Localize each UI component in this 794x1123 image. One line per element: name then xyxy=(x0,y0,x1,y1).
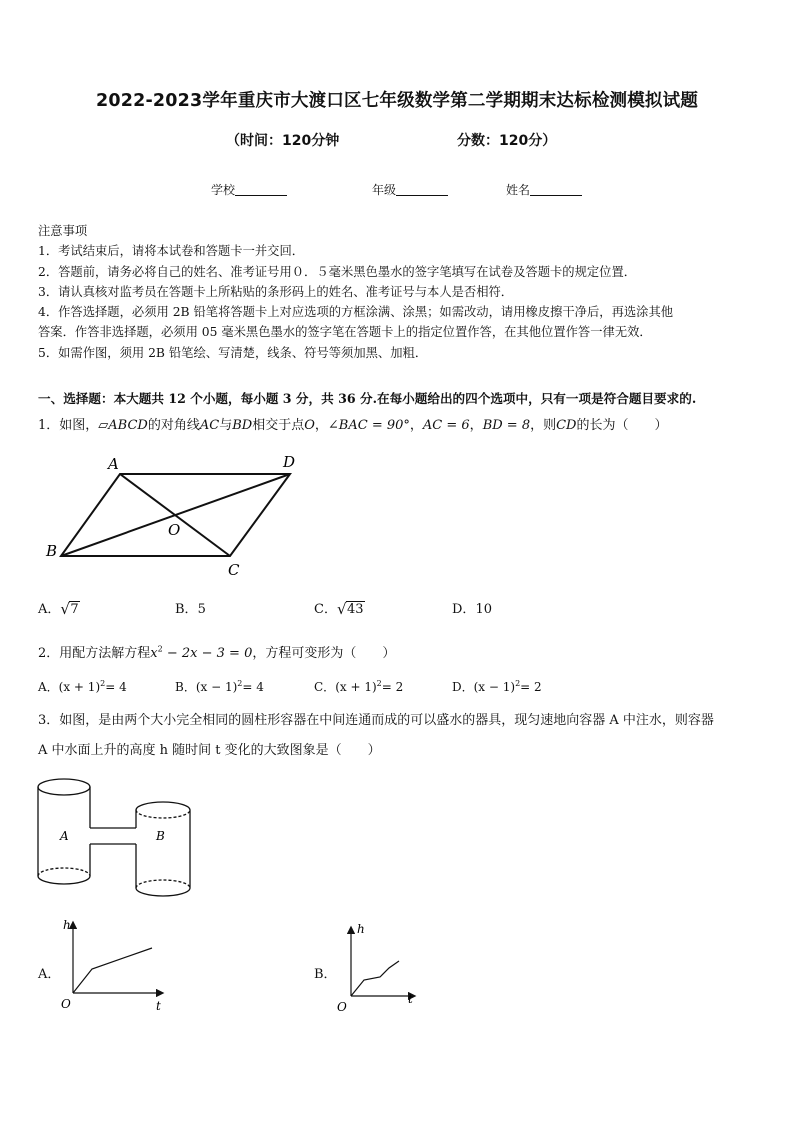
t-axis-label: t xyxy=(408,992,413,1006)
q1-math: AC xyxy=(199,418,220,433)
option-exponent: 2 xyxy=(237,679,243,688)
sqrt-expression xyxy=(60,602,79,617)
option-value: = 2 xyxy=(520,680,542,694)
q1-math: ABCD xyxy=(108,418,148,433)
exam-time: （时间：120分钟 xyxy=(226,133,340,149)
option-key: D． xyxy=(452,602,476,617)
origin-label: O xyxy=(61,997,71,1011)
q1-math: ∠BAC = 90° xyxy=(327,418,410,433)
question-2-stem xyxy=(38,642,395,661)
q1-math: BD xyxy=(232,418,253,433)
note-item: 4．作答选择题，必须用 2B 铅笔将答题卡上对应选项的方框涂满、涂黑；如需改动，请用橡皮擦干净后，再选涂其他 xyxy=(38,305,674,320)
container-label-b: B xyxy=(156,829,165,843)
q1-text: ， xyxy=(469,418,483,433)
option-value: (x − 1) xyxy=(195,680,238,694)
vertex-label-a: A xyxy=(108,455,119,473)
parallelogram-symbol: ▱ xyxy=(98,418,109,433)
q1-text: 与 xyxy=(219,418,233,433)
grade-blank[interactable] xyxy=(396,183,448,196)
q2-math: − 2x − 3 = 0 xyxy=(162,646,253,661)
option-value: = 4 xyxy=(105,680,127,694)
grade-field[interactable] xyxy=(372,181,448,198)
q2-option-d[interactable] xyxy=(452,678,542,695)
h-t-curve xyxy=(73,948,152,993)
q1-option-b[interactable] xyxy=(175,598,206,617)
q3-option-b-graph[interactable] xyxy=(334,922,424,1018)
option-value: (x + 1) xyxy=(58,680,101,694)
question-1-stem xyxy=(38,414,668,433)
grade-label: 年级 xyxy=(372,183,397,197)
page-title: 2022-2023学年重庆市大渡口区七年级数学第二学期期末达标检测模拟试题 xyxy=(95,91,699,111)
cylinder-b-bottom xyxy=(136,888,190,896)
q1-text: 的对角线 xyxy=(147,418,200,433)
q1-text: ， xyxy=(314,418,328,433)
q2-math: x xyxy=(150,646,158,661)
q1-option-d[interactable] xyxy=(452,598,492,617)
connected-containers-figure xyxy=(30,770,200,900)
school-field[interactable] xyxy=(211,181,287,198)
option-value: (x − 1) xyxy=(473,680,516,694)
sqrt-icon: √ xyxy=(60,600,70,618)
q1-text: 1．如图， xyxy=(38,418,99,433)
note-item: 3．请认真核对监考员在答题卡上所粘贴的条形码上的姓名、准考证号与本人是否相符． xyxy=(38,284,514,299)
origin-label: O xyxy=(337,1000,347,1014)
option-key: B． xyxy=(175,680,196,694)
parallelogram-figure xyxy=(40,450,310,580)
h-axis-label: h xyxy=(357,922,365,936)
option-value: 43 xyxy=(346,602,364,617)
option-exponent: 2 xyxy=(376,679,382,688)
q1-math: O xyxy=(304,418,315,433)
sqrt-expression xyxy=(337,602,365,617)
exam-score: 分数：120分） xyxy=(457,133,557,149)
q2-option-a[interactable] xyxy=(38,678,127,695)
option-value: 10 xyxy=(475,602,492,617)
school-label: 学校 xyxy=(211,183,236,197)
option-key: B． xyxy=(175,602,198,617)
h-axis-label: h xyxy=(63,918,71,932)
center-label-o: O xyxy=(168,521,181,539)
option-key: A． xyxy=(38,680,59,694)
vertex-label-c: C xyxy=(228,561,240,579)
q3-option-b-key[interactable]: B． xyxy=(314,967,337,982)
q2-option-b[interactable] xyxy=(175,678,264,695)
option-value: 7 xyxy=(70,602,79,617)
q1-math: AC = 6 xyxy=(422,418,470,433)
option-value: (x + 1) xyxy=(335,680,377,694)
container-label-a: A xyxy=(60,829,69,843)
q1-text: ， xyxy=(409,418,423,433)
t-axis-label: t xyxy=(156,999,161,1013)
school-blank[interactable] xyxy=(235,183,287,196)
q3-option-a-key[interactable]: A． xyxy=(38,967,61,982)
q1-text: 相交于点 xyxy=(252,418,305,433)
question-3-stem-line1: 3．如图，是由两个大小完全相同的圆柱形容器在中间连通而成的可以盛水的器具，现匀速地向容器 A 中注水，则容器 xyxy=(38,713,714,728)
option-exponent: 2 xyxy=(515,679,521,688)
q1-math: CD xyxy=(556,418,577,433)
cylinder-b-top-hidden xyxy=(136,810,190,818)
q1-text: 的长为（ ） xyxy=(576,418,668,433)
note-item: 2．答题前，请务必将自己的姓名、准考证号用０．５毫米黑色墨水的签字笔填写在试卷及答题卡的规定位置． xyxy=(38,264,637,279)
option-value: = 2 xyxy=(381,680,404,694)
name-label: 姓名 xyxy=(506,183,531,197)
cylinder-a-top xyxy=(38,779,90,795)
note-item: 答案．作答非选择题，必须用 05 毫米黑色墨水的签字笔在答题卡上的指定位置作答，在其他位置作答一律无效． xyxy=(38,325,652,340)
question-3-stem-line2: A 中水面上升的高度 h 随时间 t 变化的大致图象是（ ） xyxy=(38,743,381,758)
diagonal-bd xyxy=(61,474,290,556)
h-t-curve xyxy=(351,961,399,996)
cylinder-a-bottom xyxy=(38,876,90,884)
cylinder-b-bottom-hidden xyxy=(136,880,190,888)
name-field[interactable] xyxy=(506,181,582,198)
option-key: A． xyxy=(38,602,61,617)
note-item: 1．考试结束后，请将本试卷和答题卡一并交回． xyxy=(38,244,305,259)
section-title: 一、选择题：本大题共 12 个小题，每小题 3 分，共 36 分.在每小题给出的四个选项中，只有一项是符合题目要求的. xyxy=(38,391,697,406)
option-value: = 4 xyxy=(242,680,264,694)
vertex-label-b: B xyxy=(46,542,58,560)
option-key: C． xyxy=(314,680,336,694)
vertex-label-d: D xyxy=(283,453,296,471)
notes-heading: 注意事项 xyxy=(38,224,88,238)
q1-option-a[interactable] xyxy=(38,598,80,617)
sqrt-icon: √ xyxy=(336,600,347,618)
option-exponent: 2 xyxy=(100,679,106,688)
cylinder-b-top xyxy=(136,802,190,810)
option-value: 5 xyxy=(197,602,206,617)
cylinder-a-bottom-hidden xyxy=(38,868,90,876)
notes-block xyxy=(38,221,760,363)
q2-text: ，方程可变形为（ ） xyxy=(252,646,396,661)
q3-option-a-graph[interactable] xyxy=(58,913,173,1018)
q1-text: ，则 xyxy=(530,418,557,433)
q2-exponent: 2 xyxy=(157,644,163,654)
q1-option-c[interactable] xyxy=(314,598,365,617)
name-blank[interactable] xyxy=(530,183,582,196)
q1-math: BD = 8 xyxy=(482,418,531,433)
option-key: C． xyxy=(314,602,337,617)
q2-option-c[interactable] xyxy=(314,678,403,695)
note-item: 5．如需作图，须用 2B 铅笔绘、写清楚，线条、符号等须加黑、加粗． xyxy=(38,345,428,360)
option-key: D． xyxy=(452,680,474,694)
q2-text: 2．用配方法解方程 xyxy=(38,646,151,661)
